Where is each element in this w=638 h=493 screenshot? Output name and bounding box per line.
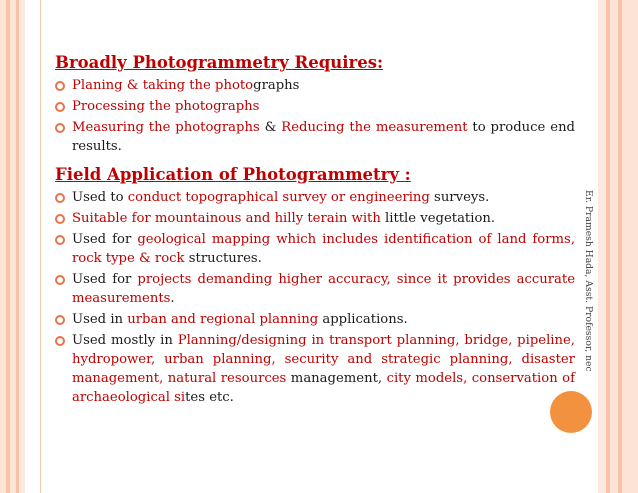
highlight-text: Planing & taking the photo <box>72 78 254 93</box>
requirement-item <box>55 118 575 156</box>
body-text: tes etc. <box>185 390 234 405</box>
application-item <box>55 188 575 207</box>
highlight-text: projects demanding higher accuracy, since it provides accurate measurements <box>72 272 575 306</box>
requirement-item <box>55 76 575 95</box>
applications-list <box>55 188 575 407</box>
bullet-icon <box>55 336 65 346</box>
body-text: applications. <box>318 312 408 327</box>
application-item <box>55 209 575 228</box>
highlight-text: Measuring the photographs <box>72 120 260 135</box>
body-text: management, <box>286 371 387 386</box>
body-text: . <box>170 291 175 306</box>
body-text: little vegetation. <box>380 211 496 226</box>
stripe-right-5 <box>622 0 638 493</box>
bullet-icon <box>55 81 65 91</box>
application-item <box>55 310 575 329</box>
body-text: Used in <box>72 312 128 327</box>
bullet-icon <box>55 275 65 285</box>
body-text: Used for <box>72 232 138 247</box>
body-text: & <box>259 120 282 135</box>
body-text: to produce end results. <box>72 120 576 154</box>
body-text: Used to <box>72 190 128 205</box>
application-item <box>55 270 575 308</box>
stripe-left-5 <box>19 0 25 493</box>
application-item <box>55 331 575 407</box>
slide-content <box>55 52 575 407</box>
highlight-text: urban and regional planning <box>127 312 319 327</box>
highlight-text: conduct topographical survey or engineering <box>127 190 430 205</box>
stripe-right-3 <box>610 0 618 493</box>
highlight-text: geological mapping which includes identification of land forms, rock type & rock <box>72 232 576 266</box>
bullet-icon <box>55 193 65 203</box>
body-text: graphs <box>253 78 300 93</box>
body-text: surveys. <box>429 190 490 205</box>
author-note: Er. Pramesh Hada, Asst. Professor, nec <box>583 190 594 372</box>
stripe-right-1 <box>598 0 606 493</box>
bullet-icon <box>55 102 65 112</box>
highlight-text: Reducing the measurement <box>281 120 468 135</box>
highlight-text: Planning/designing in transport planning, bridge, pipeline, hydropower, urban planning, security and strategic planning, disaster management, natural resources <box>72 333 575 386</box>
bullet-icon <box>55 123 65 133</box>
bullet-icon <box>55 214 65 224</box>
body-text: structures. <box>184 251 262 266</box>
left-rule <box>40 0 41 493</box>
bullet-icon <box>55 235 65 245</box>
bullet-icon <box>55 315 65 325</box>
highlight-text: Suitable for mountainous and hilly terain with <box>72 211 381 226</box>
requirement-item <box>55 97 575 116</box>
section-title-applications: Field Application of Photogrammetry : <box>55 165 411 184</box>
requirements-list <box>55 76 575 156</box>
highlight-text: Processing the photographs <box>72 99 260 114</box>
highlight-text: city models, conservation of archaeological si <box>72 371 576 405</box>
section-title-requirements: Broadly Photogrammetry Requires: <box>55 53 384 72</box>
body-text: Used for <box>72 272 138 287</box>
application-item <box>55 230 575 268</box>
body-text: Used mostly in <box>72 333 178 348</box>
